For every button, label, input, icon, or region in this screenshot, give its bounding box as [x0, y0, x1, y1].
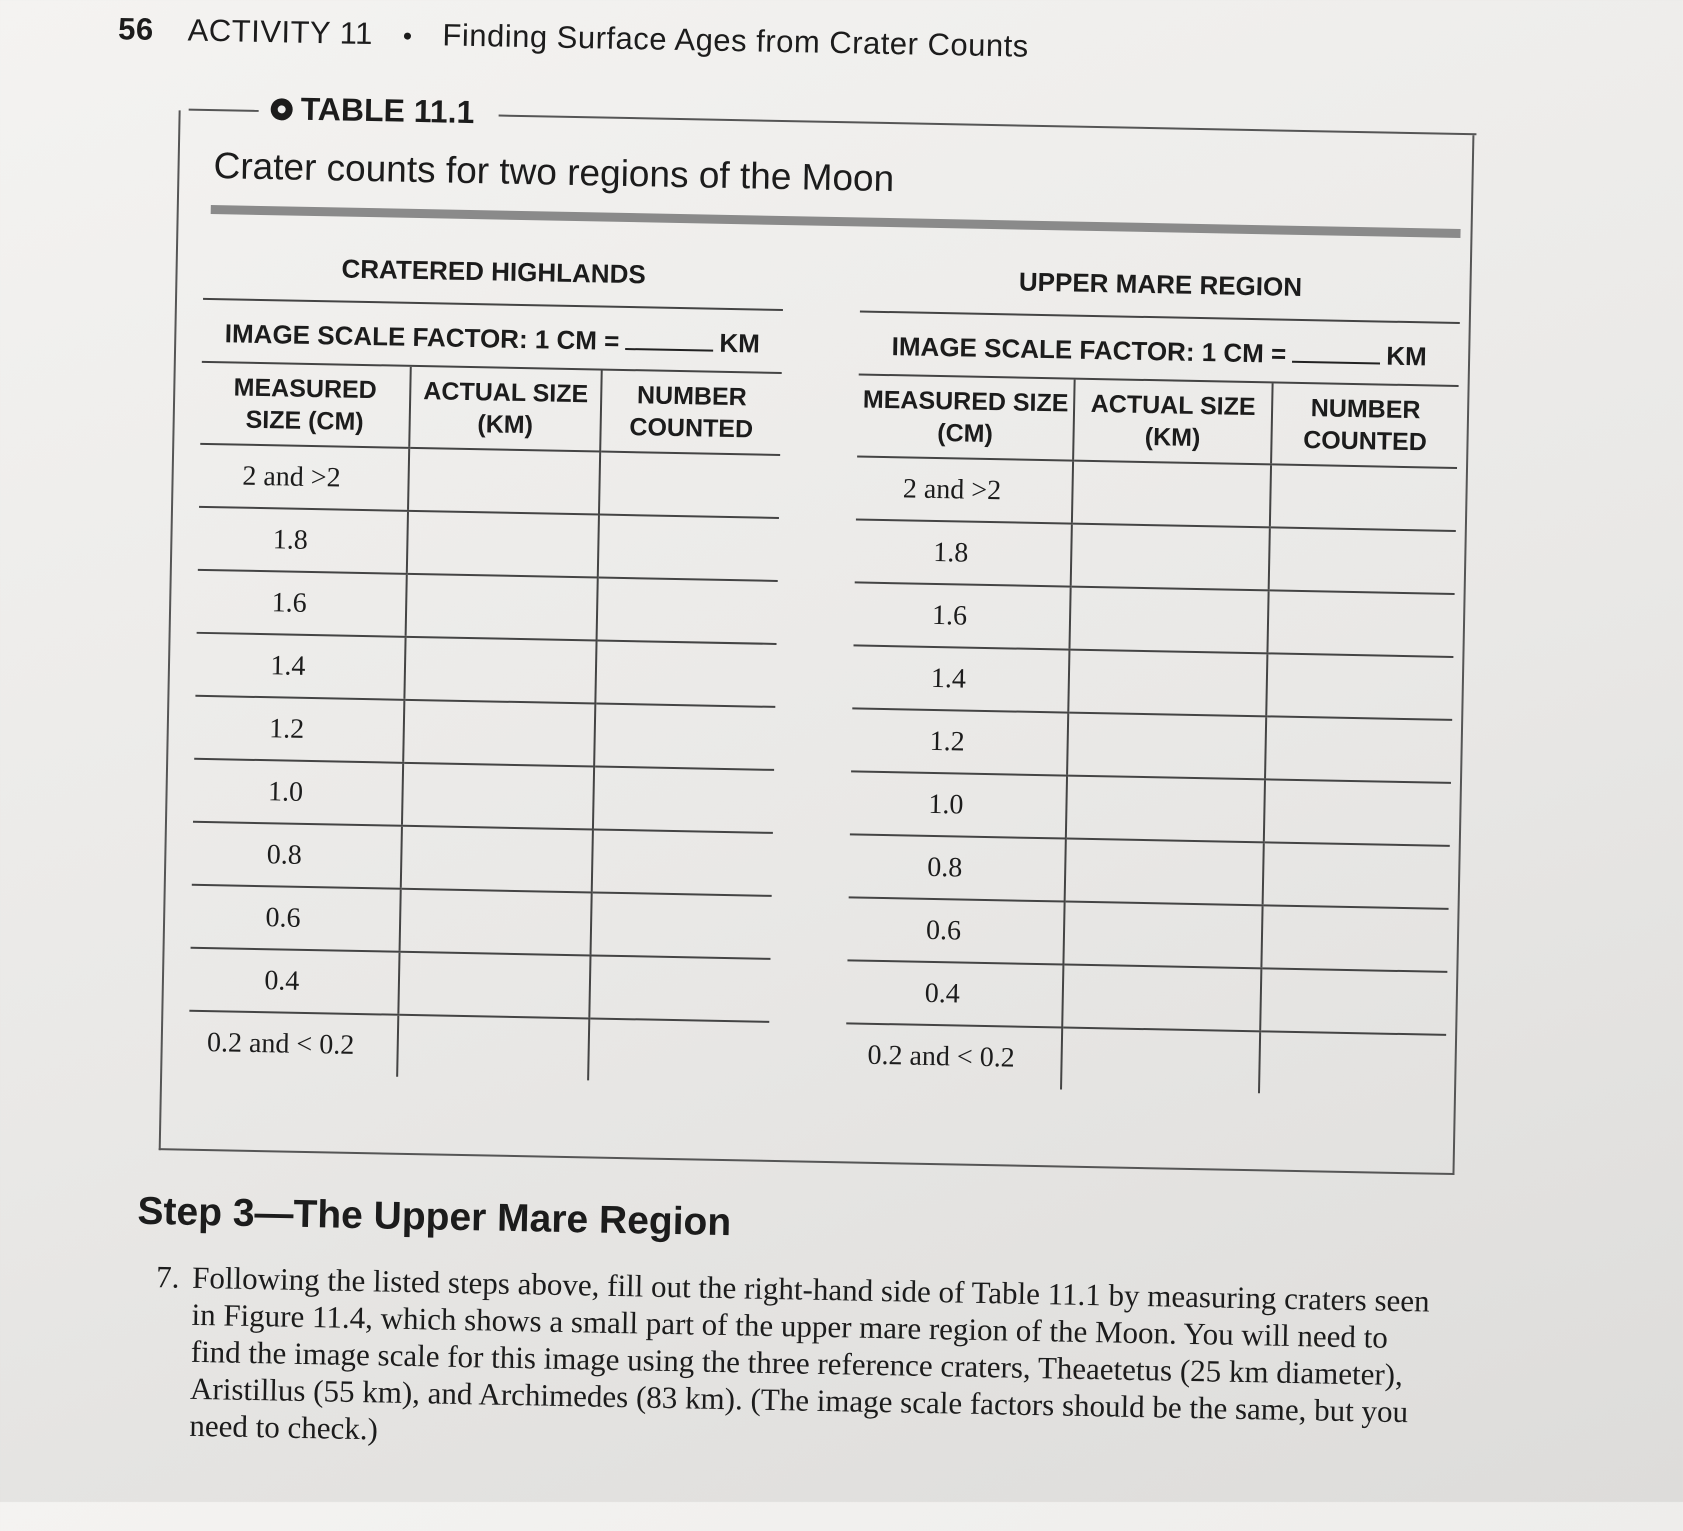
page-number: 56: [117, 11, 155, 47]
number-counted-cell[interactable]: [1267, 590, 1454, 657]
actual-size-cell[interactable]: [407, 511, 600, 578]
actual-size-cell[interactable]: [403, 700, 596, 767]
measured-size-cell: 0.4: [189, 948, 399, 1015]
table-row: [854, 582, 1455, 657]
number-counted-cell[interactable]: [1259, 1031, 1446, 1097]
number-counted-cell[interactable]: [1266, 653, 1453, 720]
table-row: [197, 570, 778, 644]
actual-size-cell[interactable]: [1065, 839, 1264, 906]
col-measured-size: MEASURED SIZE (CM): [200, 363, 410, 448]
measured-size-cell: 1.6: [197, 570, 407, 637]
measured-size-cell: 1.4: [852, 645, 1069, 712]
actual-size-cell[interactable]: [399, 889, 592, 956]
actual-size-cell[interactable]: [1062, 965, 1261, 1032]
measured-size-cell: 2 and >2: [856, 456, 1073, 523]
number-counted-cell[interactable]: [1265, 716, 1452, 783]
actual-size-cell[interactable]: [397, 1015, 590, 1081]
header-bullet: •: [402, 20, 413, 51]
table-row: [845, 1023, 1446, 1097]
table-row: [194, 696, 775, 770]
table-row: [199, 444, 780, 518]
measured-size-cell: 0.8: [192, 822, 402, 889]
region-title: CRATERED HIGHLANDS: [203, 251, 784, 311]
table-row: [855, 519, 1456, 594]
activity-label: ACTIVITY 11: [187, 12, 374, 52]
number-counted-cell[interactable]: [1260, 968, 1447, 1035]
table-row: [189, 948, 770, 1022]
scale-prefix: IMAGE SCALE FACTOR: 1 CM =: [224, 318, 620, 356]
actual-size-cell[interactable]: [1066, 776, 1265, 843]
number-counted-cell[interactable]: [1263, 842, 1450, 909]
actual-size-cell[interactable]: [408, 448, 601, 515]
table-row: [191, 885, 772, 959]
measured-size-cell: 0.8: [849, 834, 1066, 901]
number-counted-cell[interactable]: [596, 640, 777, 706]
table-label: [270, 90, 474, 131]
measured-size-cell: 1.0: [850, 771, 1067, 838]
table-caption: Crater counts for two regions of the Moon: [213, 145, 895, 200]
measured-size-cell: 0.4: [846, 960, 1063, 1027]
region-cratered-highlands: [188, 251, 784, 1084]
table-row: [188, 1011, 769, 1084]
region-title: UPPER MARE REGION: [860, 263, 1461, 324]
step-instructions: [153, 1258, 1446, 1468]
table-row: [192, 822, 773, 896]
col-actual-size: ACTUAL SIZE (KM): [409, 367, 602, 452]
scale-blank-field[interactable]: [1292, 339, 1380, 365]
measured-size-cell: 1.4: [195, 633, 405, 700]
table-row: [852, 645, 1453, 720]
col-measured-size: MEASURED SIZE (CM): [857, 375, 1075, 460]
step-heading: Step 3—The Upper Mare Region: [137, 1189, 732, 1245]
number-counted-cell[interactable]: [1261, 905, 1448, 972]
actual-size-cell[interactable]: [405, 574, 598, 641]
actual-size-cell[interactable]: [1063, 902, 1262, 969]
number-counted-cell[interactable]: [588, 1018, 769, 1083]
number-counted-cell[interactable]: [598, 515, 779, 581]
number-counted-cell[interactable]: [589, 955, 770, 1021]
number-counted-cell[interactable]: [592, 829, 773, 895]
actual-size-cell[interactable]: [1069, 587, 1268, 654]
table-row: [847, 897, 1448, 972]
actual-size-cell[interactable]: [404, 637, 597, 704]
actual-size-cell[interactable]: [1071, 524, 1270, 591]
circle-marker-icon: [270, 98, 292, 120]
scale-prefix: IMAGE SCALE FACTOR: 1 CM =: [891, 331, 1287, 369]
actual-size-cell[interactable]: [1068, 650, 1267, 717]
actual-size-cell[interactable]: [402, 763, 595, 830]
scale-suffix: KM: [719, 327, 761, 359]
actual-size-cell[interactable]: [401, 826, 594, 893]
col-number-counted: NUMBER COUNTED: [600, 371, 781, 455]
table-row: [851, 708, 1452, 783]
col-actual-size: ACTUAL SIZE (KM): [1073, 380, 1273, 465]
crater-count-table: [845, 375, 1459, 1096]
number-counted-cell[interactable]: [591, 892, 772, 958]
actual-size-cell[interactable]: [1072, 461, 1271, 528]
crater-count-table: [188, 363, 782, 1084]
number-counted-cell[interactable]: [1264, 779, 1451, 846]
actual-size-cell[interactable]: [1067, 713, 1266, 780]
number-counted-cell[interactable]: [599, 452, 780, 518]
measured-size-cell: 1.2: [851, 708, 1068, 775]
scale-blank-field[interactable]: [625, 326, 713, 352]
measured-size-cell: 1.6: [854, 582, 1071, 649]
step-number: 7.: [155, 1259, 180, 1295]
table-row: [846, 960, 1447, 1035]
table-row: [850, 771, 1451, 846]
activity-title: Finding Surface Ages from Crater Counts: [442, 17, 1030, 64]
table-number: TABLE 11.1: [300, 90, 475, 131]
measured-size-cell: 0.6: [847, 897, 1064, 964]
image-scale-factor: [202, 300, 783, 374]
scale-suffix: KM: [1385, 340, 1427, 372]
image-scale-factor: [859, 312, 1460, 387]
number-counted-cell[interactable]: [597, 578, 778, 644]
measured-size-cell: 0.2 and < 0.2: [867, 1039, 1016, 1074]
measured-size-cell: 1.8: [198, 507, 408, 574]
number-counted-cell[interactable]: [1270, 464, 1457, 531]
measured-size-cell: 0.2 and < 0.2: [206, 1026, 355, 1061]
measured-size-cell: 1.8: [855, 519, 1072, 586]
number-counted-cell[interactable]: [593, 766, 774, 832]
measured-size-cell: 2 and >2: [199, 444, 409, 511]
region-upper-mare: [845, 263, 1461, 1096]
actual-size-cell[interactable]: [398, 952, 591, 1019]
page-header: [118, 11, 1029, 64]
table-row: [195, 633, 776, 707]
measured-size-cell: 1.0: [193, 759, 403, 826]
step-text: Following the listed steps above, fill out the right-hand side of Table 11.1 by measuring craters seen in Figure 11.4, which shows a small part of the upper mare region of the Moon. You will need to find the image scale for this image using the three reference craters, Theaetetus (25 km diameter), Aristillus (55 km), and Archimedes (83 km). (The image scale factors should be the same, but you need to check.): [189, 1259, 1430, 1447]
actual-size-cell[interactable]: [1061, 1028, 1260, 1094]
measured-size-cell: 1.2: [194, 696, 404, 763]
table-row: [198, 507, 779, 581]
number-counted-cell[interactable]: [1269, 527, 1456, 594]
measured-size-cell: 0.6: [191, 885, 401, 952]
col-number-counted: NUMBER COUNTED: [1271, 383, 1459, 468]
table-row: [193, 759, 774, 833]
table-row: [856, 456, 1457, 531]
table-row: [849, 834, 1450, 909]
number-counted-cell[interactable]: [594, 703, 775, 769]
